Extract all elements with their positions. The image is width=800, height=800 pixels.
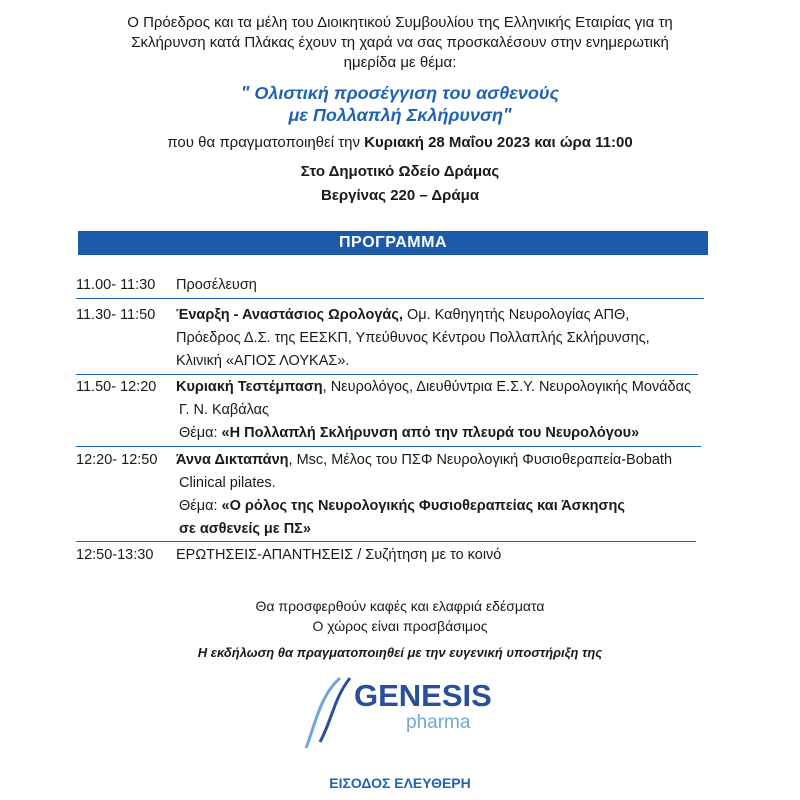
schedule-body xyxy=(176,274,716,297)
topic-label: Θέμα: xyxy=(179,425,222,441)
event-venue xyxy=(40,160,760,208)
speaker-role-cont: Γ. Ν. Καβάλας xyxy=(179,402,269,418)
speaker-role: Ομ. Καθηγητής Νευρολογίας ΑΠΘ, xyxy=(402,307,630,323)
speaker-role: , Msc, Μέλος του ΠΣΦ Νευρολογική Φυσιοθεραπεία-Bobath xyxy=(288,452,673,468)
speaker-role-cont: Κλινική «ΑΓΙΟΣ ΛΟΥΚΑΣ». xyxy=(176,353,350,369)
intro-line-2: Σκλήρυνση κατά Πλάκας έχουν τη χαρά να σας προσκαλέσουν στην ενημερωτική xyxy=(131,34,669,51)
event-date: Κυριακή 28 Μαΐου 2023 και ώρα 11:00 xyxy=(364,134,633,151)
schedule-divider xyxy=(76,374,698,375)
genesis-swoosh-icon xyxy=(300,672,500,752)
speaker-name: Έναρξη - Αναστάσιος Ωρολογάς, xyxy=(176,307,403,323)
title-line-1: " Ολιστική προσέγγιση του ασθενούς xyxy=(240,83,560,103)
accessibility-note: Ο χώρος είναι προσβάσιμος xyxy=(312,618,488,634)
intro-line-3: ημερίδα με θέμα: xyxy=(343,54,457,71)
schedule-divider xyxy=(76,298,704,299)
talk-topic-cont: σε ασθενείς με ΠΣ» xyxy=(179,521,311,537)
schedule-time: 11.30- 11:50 xyxy=(76,307,156,323)
venue-line-2: Βεργίνας 220 – Δράμα xyxy=(320,187,480,204)
talk-topic: «Ο ρόλος της Νευρολογικής Φυσιοθεραπείας και Άσκησης xyxy=(221,498,625,514)
refreshments-note: Θα προσφερθούν καφές και ελαφριά εδέσματα xyxy=(255,598,545,614)
logo-sub: pharma xyxy=(406,712,471,733)
schedule-time: 11.50- 12:20 xyxy=(76,379,157,395)
speaker-name: Άννα Δικταπάνη xyxy=(176,452,289,468)
schedule-body xyxy=(176,304,716,373)
intro-line-1: Ο Πρόεδρος και τα μέλη του Διοικητικού Συμβουλίου της Ελληνικής Εταιρίας για τη xyxy=(127,14,673,31)
speaker-role-cont: Πρόεδρος Δ.Σ. της ΕΕΣΚΠ, Υπεύθυνος Κέντρου Πολλαπλής Σκλήρυνσης, xyxy=(176,330,650,346)
talk-topic: «Η Πολλαπλή Σκλήρυνση από την πλευρά του Νευρολόγου» xyxy=(221,425,640,441)
speaker-name: Κυριακή Τεστέμπαση xyxy=(176,379,323,395)
event-datetime xyxy=(40,134,760,151)
schedule-divider xyxy=(76,541,696,542)
event-title xyxy=(40,82,760,126)
sponsor-note: Η εκδήλωση θα πραγματοποιηθεί με την ευγενική υποστήριξη της xyxy=(197,645,603,660)
title-line-2: με Πολλαπλή Σκλήρυνση" xyxy=(288,105,512,125)
free-entry: ΕΙΣΟΔΟΣ ΕΛΕΥΘΕΡΗ xyxy=(329,775,471,791)
schedule-text: ΕΡΩΤΗΣΕΙΣ-ΑΠΑΝΤΗΣΕΙΣ / Συζήτηση με το κοινό xyxy=(176,547,502,563)
speaker-role-cont: Clinical pilates. xyxy=(179,475,276,491)
schedule-time: 12:50-13:30 xyxy=(76,547,154,563)
schedule-divider xyxy=(76,446,701,447)
program-header: ΠΡΟΓΡΑΜΜΑ xyxy=(78,231,708,255)
footer-notes xyxy=(40,596,760,636)
schedule-body xyxy=(176,376,716,445)
schedule-text: Προσέλευση xyxy=(176,277,257,293)
logo-name: GENESIS xyxy=(354,678,492,713)
schedule-time: 12:20- 12:50 xyxy=(76,452,158,468)
schedule-body xyxy=(176,449,716,541)
genesis-pharma-logo xyxy=(300,672,500,752)
invitation-intro xyxy=(40,13,760,73)
schedule-body xyxy=(176,544,716,567)
schedule-time: 11.00- 11:30 xyxy=(76,277,156,293)
venue-line-1: Στο Δημοτικό Ωδείο Δράμας xyxy=(300,163,500,180)
topic-label: Θέμα: xyxy=(179,498,222,514)
speaker-role: , Νευρολόγος, Διευθύντρια Ε.Σ.Υ. Νευρολογικής Μονάδας xyxy=(322,379,692,395)
datetime-prefix: που θα πραγματοποιηθεί την xyxy=(167,134,365,151)
